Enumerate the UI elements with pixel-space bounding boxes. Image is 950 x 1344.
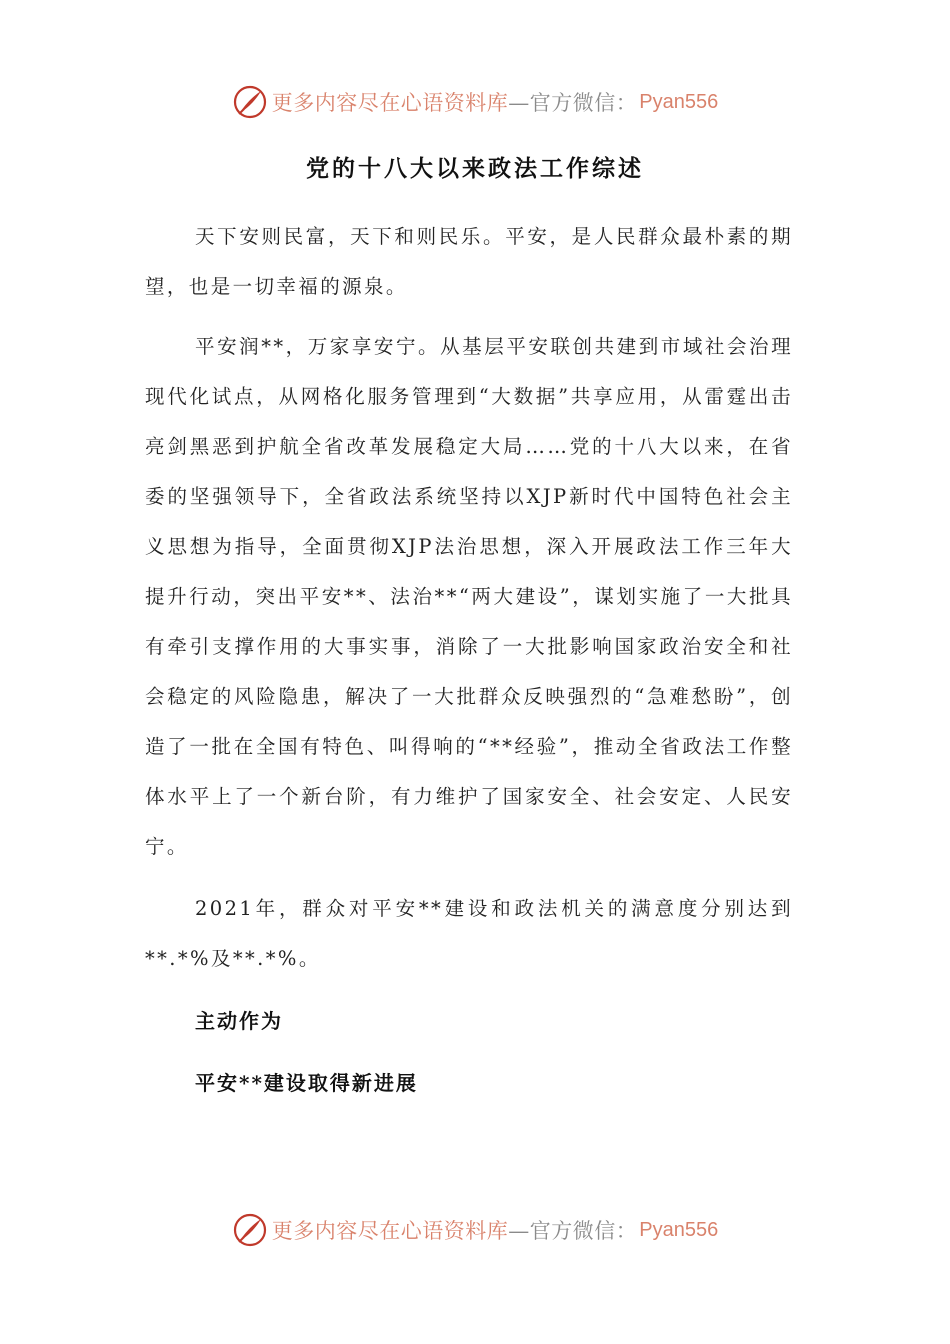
banner-text: 更多内容尽在心语资料库 <box>271 1219 509 1243</box>
subsection-heading: 平安**建设取得新进展 <box>195 1071 418 1095</box>
banner-separator: —官方微信： <box>508 1219 638 1243</box>
paragraph-1: 天下安则民富，天下和则民乐。平安，是人民群众最朴素的期望，也是一切幸福的源泉。 <box>145 225 793 298</box>
banner-wechat-id: Pyan556 <box>639 90 719 113</box>
header-banner <box>0 82 950 122</box>
paragraph-3: 2021年，群众对平安**建设和政法机关的满意度分别达到**.*%及**.*%。 <box>145 897 793 970</box>
paragraph-2-block <box>145 322 793 872</box>
banner-wechat-id: Pyan556 <box>639 1218 719 1241</box>
paragraph-2: 平安润**，万家享安宁。从基层平安联创共建到市域社会治理现代化试点，从网格化服务管理到“大数据”共享应用，从雷霆出击亮剑黑恶到护航全省改革发展稳定大局……党的十八大以来，在省委的坚强领导下，全省政法系统坚持以XJP新时代中国特色社会主义思想为指导，全面贯彻XJP法治思想，深入开展政法工作三年大提升行动，突出平安**、法治**“两大建设”，谋划实施了一大批具有牵引支撑作用的大事实事，消除了一大批影响国家政治安全和社会稳定的风险隐患，解决了一大批群众反映强烈的“急难愁盼”，创造了一批在全国有特色、叫得响的“**经验”，推动全省政法工作整体水平上了一个新台阶，有力维护了国家安全、社会安定、人民安宁。 <box>145 335 793 858</box>
paragraph-1-block <box>145 212 793 312</box>
document-title: 党的十八大以来政法工作综述 <box>306 155 644 182</box>
footer-banner <box>0 1210 950 1250</box>
section-heading-block <box>145 996 793 1046</box>
subsection-heading-block <box>145 1058 793 1108</box>
paragraph-3-block <box>145 884 793 984</box>
banner-separator: —官方微信： <box>508 91 638 115</box>
section-heading: 主动作为 <box>195 1009 283 1033</box>
banner-text: 更多内容尽在心语资料库 <box>271 91 509 115</box>
quill-logo-icon <box>232 84 268 120</box>
quill-logo-icon <box>232 1212 268 1248</box>
